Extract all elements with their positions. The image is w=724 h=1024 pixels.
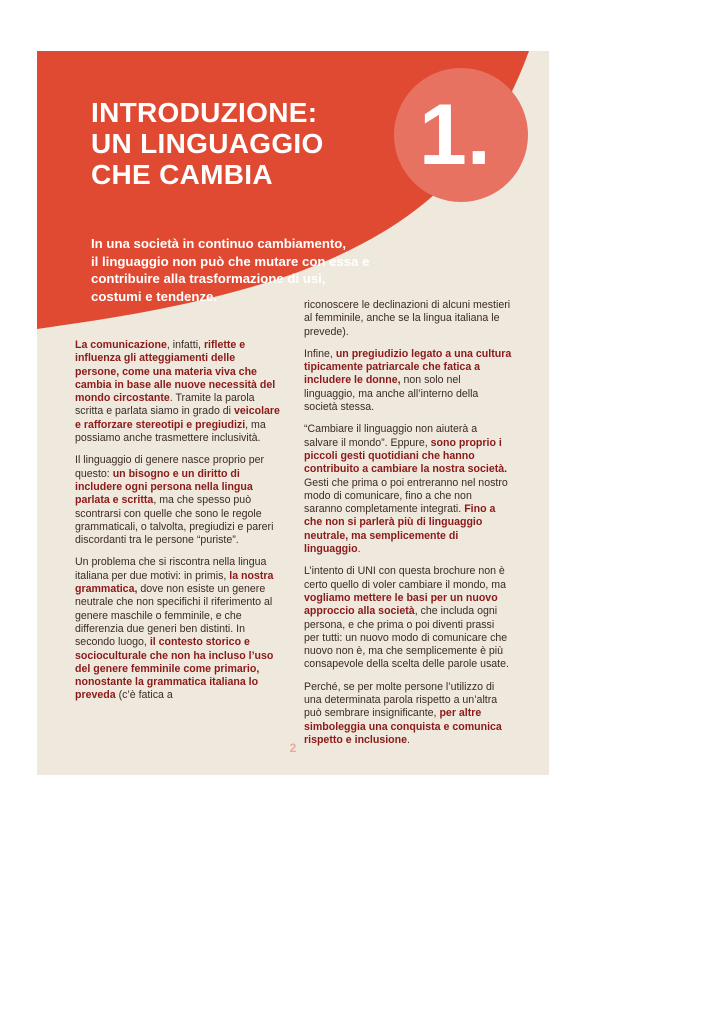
paragraph bbox=[304, 423, 512, 556]
bold-text: La comunicazione bbox=[75, 339, 167, 351]
body-text: non solo nel linguaggio, ma anche all’interno della società stessa. bbox=[304, 374, 479, 414]
body-text: , ma possiamo anche trasmettere inclusività. bbox=[75, 418, 266, 445]
paragraph bbox=[304, 681, 512, 747]
bold-text: la nostra grammatica, bbox=[75, 569, 274, 596]
title-line: UN LINGUAGGIO bbox=[91, 128, 324, 159]
lead-paragraph bbox=[91, 235, 391, 305]
body-text: , ma che spesso può scontrarsi con quelle che sono le regole grammaticali, o talvolta, pregiudizi e pareri discordanti tra le persone “puriste”. bbox=[75, 494, 274, 547]
body-text: Un problema che si riscontra nella lingua italiana per due motivi: in primis, bbox=[75, 556, 267, 582]
body-text: riconoscere le declinazioni di alcuni mestieri al femminile, anche se la lingua italiana le prevede). bbox=[304, 299, 511, 338]
paragraph bbox=[75, 556, 281, 702]
title-line: INTRODUZIONE: bbox=[91, 97, 318, 128]
body-text: Gesti che prima o poi entreranno nel nostro modo di comunicare, fino a che non saranno completamente integrati. bbox=[304, 476, 508, 516]
bold-text: sono proprio i piccoli gesti quotidiani che hanno contribuito a cambiare la nostra società. bbox=[304, 436, 508, 476]
lead-line: costumi e tendenze. bbox=[91, 288, 218, 304]
left-column bbox=[75, 339, 281, 712]
body-text: (c’è fatica a bbox=[115, 689, 173, 702]
body-text: Il linguaggio di genere nasce proprio per questo: bbox=[75, 454, 265, 480]
bold-text: vogliamo mettere le basi per un nuovo approccio alla società bbox=[304, 591, 498, 618]
body-text: . bbox=[407, 733, 410, 746]
right-column bbox=[304, 299, 512, 756]
bold-text: riflette e influenza gli atteggiamenti delle persone, come una materia viva che cambia in base alle nuove necessità del mondo circostante bbox=[75, 339, 276, 405]
body-text: Perché, se per molte persone l’utilizzo di una determinata parola rispetto a un’altra può sembrare insignificante, bbox=[304, 680, 498, 720]
body-text: Infine, bbox=[304, 347, 336, 360]
paragraph bbox=[304, 348, 512, 414]
bold-text: un pregiudizio legato a una cultura tipicamente patriarcale che fatica a includere le donne, bbox=[304, 347, 512, 387]
bold-text: veicolare e rafforzare stereotipi e pregiudizi bbox=[75, 405, 280, 431]
bold-text: un bisogno e un diritto di includere ogni persona nella lingua parlata e scritta bbox=[75, 467, 253, 507]
body-text: , infatti, bbox=[166, 339, 204, 351]
paragraph bbox=[75, 339, 281, 445]
chapter-number: 1. bbox=[419, 87, 491, 183]
body-text: dove non esiste un genere neutrale che non specifichi il riferimento al genere maschile o femminile, e che differenzia due generi ben distinti. In secondo luogo, bbox=[75, 583, 273, 649]
lead-line: contribuire alla trasformazione di usi, bbox=[91, 271, 326, 286]
lead-line: il linguaggio non può che mutare con essa e bbox=[91, 253, 370, 269]
paragraph bbox=[304, 299, 512, 339]
lead-line: In una società in continuo cambiamento, bbox=[91, 236, 346, 251]
body-text: . Tramite la parola scritta e parlata siamo in grado di bbox=[75, 392, 255, 418]
bold-text: il contesto storico e socioculturale che non ha incluso l’uso del genere femminile come primario, nonostante la grammatica italiana lo preveda bbox=[75, 636, 274, 702]
body-text: . bbox=[357, 543, 361, 556]
paragraph bbox=[75, 454, 281, 547]
page-number: 2 bbox=[289, 741, 297, 755]
body-text: “Cambiare il linguaggio non aiuterà a salvare il mondo”. Eppure, bbox=[304, 423, 478, 449]
brochure-page bbox=[37, 51, 549, 775]
page-title bbox=[91, 97, 351, 190]
body-text: , che includa ogni persona, e che prima o poi diventi prassi per tutti: un nuovo modo di comunicare che nuovo non è, ma che semplicemente è più consapevole della scelta delle parole usate. bbox=[304, 605, 509, 671]
paragraph bbox=[304, 565, 512, 671]
bold-text: per altre simboleggia una conquista e comunica rispetto e inclusione bbox=[304, 707, 502, 746]
body-text: L’intento di UNI con questa brochure non è certo quello di voler cambiare il mondo, ma bbox=[304, 565, 506, 591]
bold-text: Fino a che non si parlerà più di linguaggio neutrale, ma semplicemente di linguaggio bbox=[304, 503, 496, 556]
title-line: CHE CAMBIA bbox=[91, 159, 273, 190]
